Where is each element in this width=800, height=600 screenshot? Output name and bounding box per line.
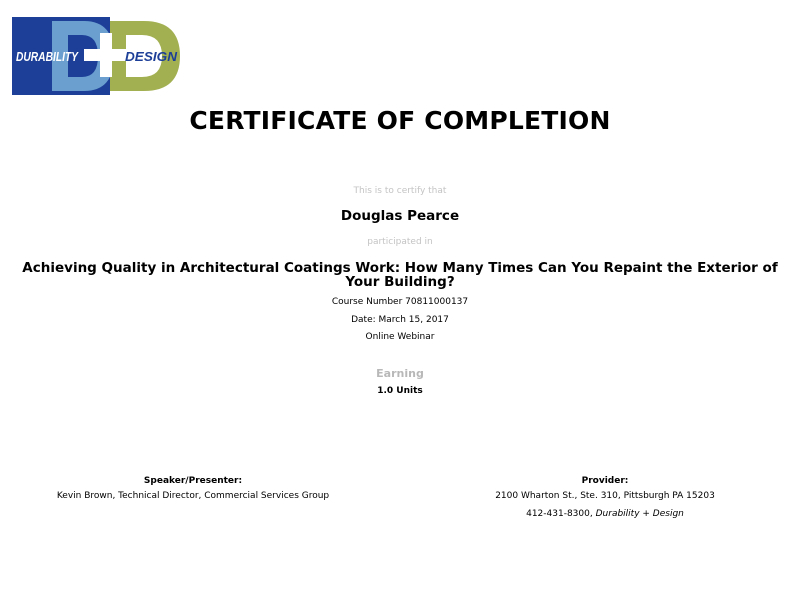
logo-plus-vertical — [100, 33, 112, 77]
speaker-heading: Speaker/Presenter: — [143, 476, 243, 486]
speaker-section — [0, 476, 386, 501]
provider-contact — [410, 509, 800, 519]
certificate-title: CERTIFICATE OF COMPLETION — [189, 106, 611, 135]
provider-section — [410, 476, 800, 519]
units-earned: 1.0 Units — [377, 386, 423, 396]
speaker-line: Kevin Brown, Technical Director, Commercial Services Group — [56, 491, 330, 501]
logo-left-word: DURABILITY — [16, 49, 80, 64]
provider-heading: Provider: — [581, 476, 629, 486]
provider-address: 2100 Wharton St., Ste. 310, Pittsburgh PA 15203 — [495, 491, 715, 501]
provider-name: Durability + Design — [595, 509, 684, 519]
participated-line: participated in — [367, 237, 433, 247]
durability-design-logo — [12, 17, 182, 95]
earning-label: Earning — [376, 367, 424, 380]
course-number: Course Number 70811000137 — [331, 297, 469, 307]
course-date: Date: March 15, 2017 — [351, 315, 449, 325]
course-format: Online Webinar — [365, 332, 435, 342]
recipient-name: Douglas Pearce — [340, 208, 460, 224]
certify-line: This is to certify that — [353, 186, 447, 196]
course-title: Achieving Quality in Architectural Coatings Work: How Many Times Can You Repaint the Exterior of Your Building? — [22, 260, 778, 290]
provider-phone: 412-431-8300, — [526, 509, 593, 519]
logo-right-word: DESIGN — [125, 49, 178, 64]
